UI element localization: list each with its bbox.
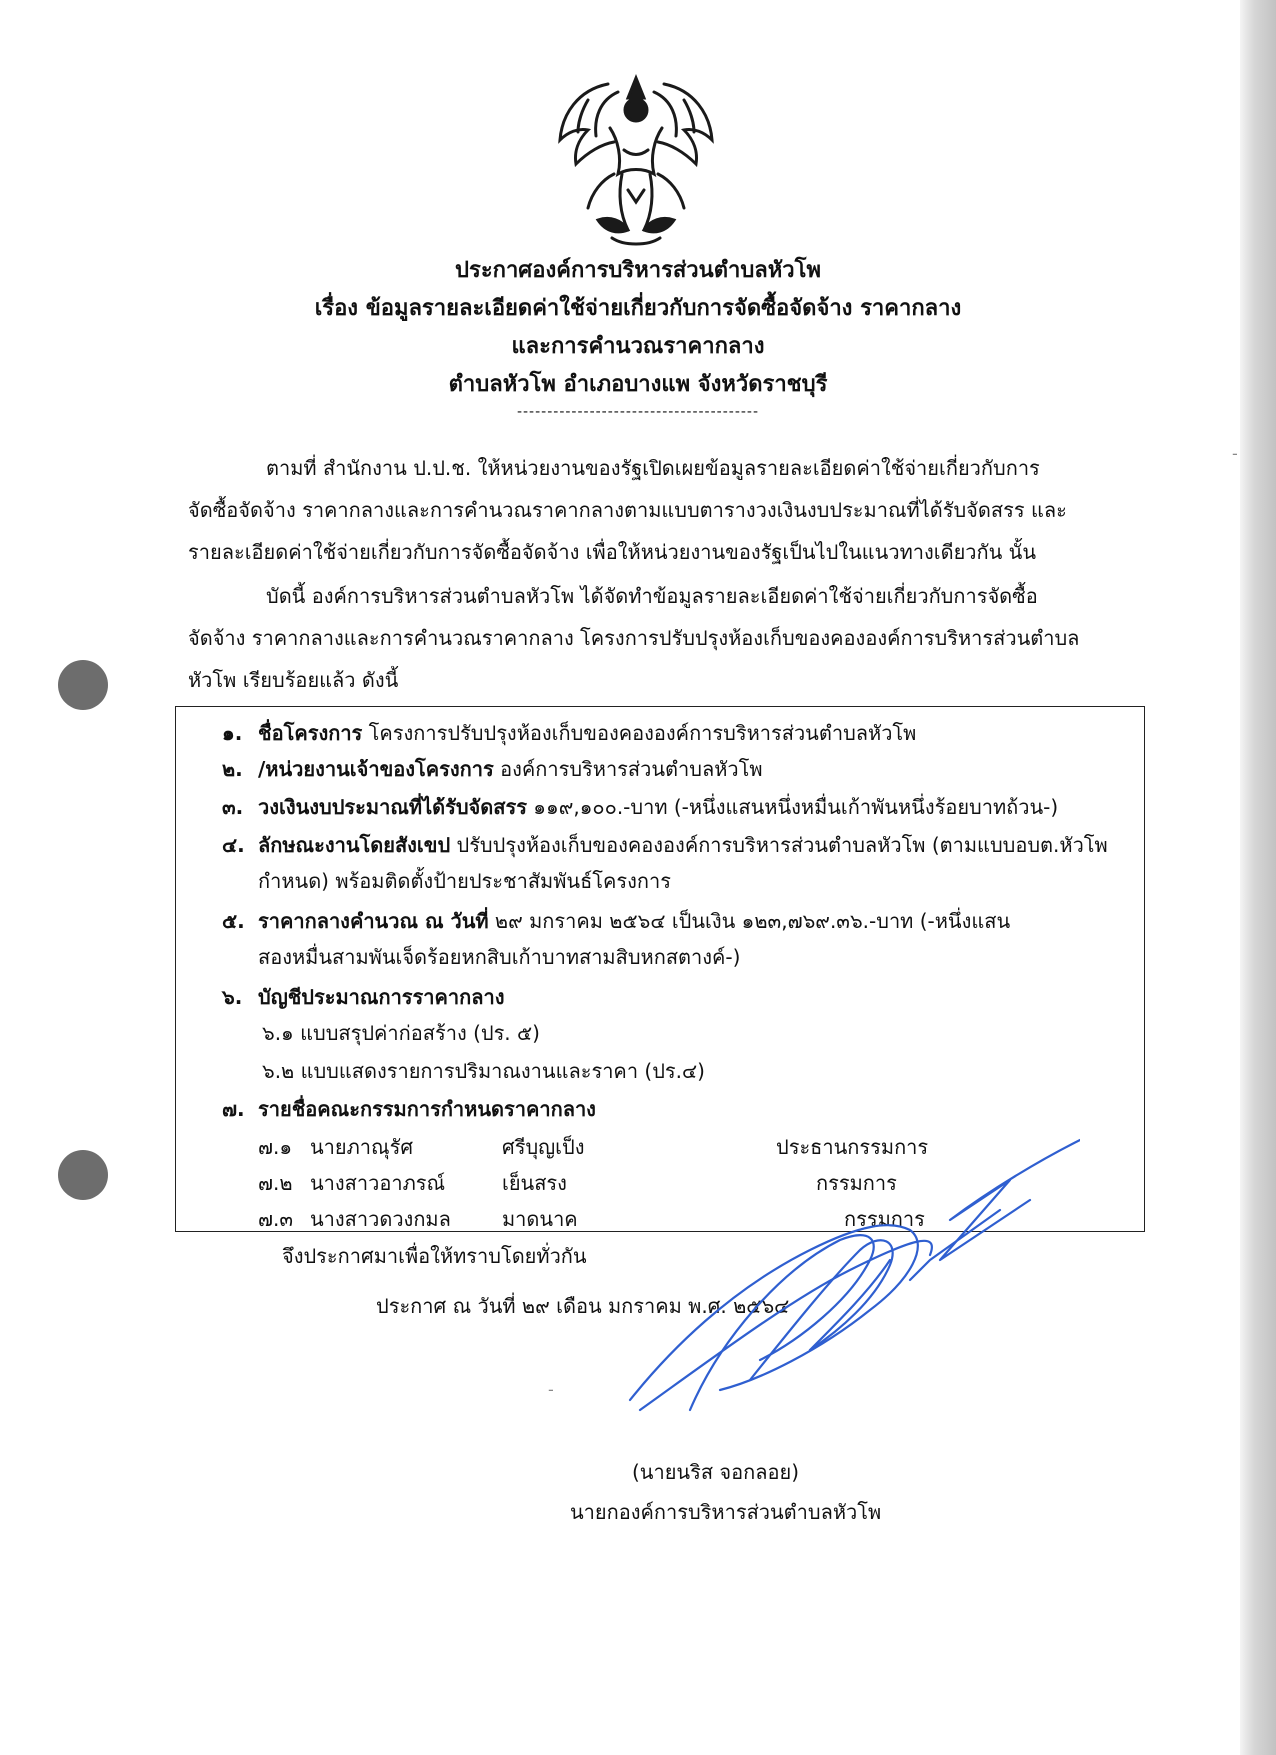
committee-3-name: นางสาวดวงกมล bbox=[310, 1207, 451, 1231]
item-1-value: โครงการปรับปรุงห้องเก็บของคององค์การบริหารส่วนตำบลหัวโพ bbox=[362, 721, 917, 745]
garuda-emblem-icon bbox=[548, 70, 724, 248]
committee-3-surname: มาดนาค bbox=[502, 1207, 578, 1231]
item-6-1: ๖.๑ แบบสรุปค่าก่อสร้าง (ปร. ๕) bbox=[262, 1021, 540, 1045]
item-2 bbox=[258, 753, 763, 785]
item-5-number: ๕. bbox=[222, 909, 245, 933]
paragraph-1-line-3: รายละเอียดค่าใช้จ่ายเกี่ยวกับการจัดซื้อจัดจ้าง เพื่อให้หน่วยงานของรัฐเป็นไปในแนวทางเดียวกัน นั้น bbox=[188, 540, 1037, 564]
item-5-continuation: สองหมื่นสามพันเจ็ดร้อยหกสิบเก้าบาทสามสิบหกสตางค์-) bbox=[258, 945, 741, 969]
committee-1-surname: ศรีบุญเป็ง bbox=[502, 1135, 585, 1159]
item-4-number: ๔. bbox=[222, 833, 245, 857]
item-3-number: ๓. bbox=[222, 795, 244, 819]
paragraph-2-line-1: บัดนี้ องค์การบริหารส่วนตำบลหัวโพ ได้จัดทำข้อมูลรายละเอียดค่าใช้จ่ายเกี่ยวกับการจัดซื้อ bbox=[266, 584, 1038, 608]
handwritten-signature bbox=[610, 1110, 1080, 1430]
signatory-title: นายกองค์การบริหารส่วนตำบลหัวโพ bbox=[570, 1500, 882, 1524]
paragraph-2-line-2: จัดจ้าง ราคากลางและการคำนวณราคากลาง โครงการปรับปรุงห้องเก็บของคององค์การบริหารส่วนตำบล bbox=[188, 626, 1080, 650]
heading-divider: ---------------------------------------- bbox=[516, 404, 760, 420]
committee-2-role: กรรมการ bbox=[816, 1171, 897, 1195]
location-line: ตำบลหัวโพ อำเภอบางแพ จังหวัดราชบุรี bbox=[448, 372, 828, 397]
item-1-number: ๑. bbox=[222, 721, 243, 745]
scan-mark-2: - bbox=[548, 1380, 554, 1399]
subject-line: เรื่อง ข้อมูลรายละเอียดค่าใช้จ่ายเกี่ยวกับการจัดซื้อจัดจ้าง ราคากลาง bbox=[314, 296, 962, 321]
item-6-label: บัญชีประมาณการราคากลาง bbox=[258, 985, 505, 1009]
item-7-number: ๗. bbox=[222, 1097, 245, 1121]
item-6-2: ๖.๒ แบบแสดงรายการปริมาณงานและราคา (ปร.๔) bbox=[262, 1059, 705, 1083]
paragraph-1-line-2: จัดซื้อจัดจ้าง ราคากลางและการคำนวณราคากลางตามแบบตารางวงเงินงบประมาณที่ได้รับจัดสรร และ bbox=[188, 498, 1067, 522]
item-4-label: ลักษณะงานโดยสังเขป bbox=[258, 833, 451, 857]
item-2-label: /หน่วยงานเจ้าของโครงการ bbox=[258, 757, 494, 781]
committee-3-no: ๗.๓ bbox=[258, 1207, 294, 1231]
punch-hole-upper bbox=[58, 660, 108, 710]
item-7-label: รายชื่อคณะกรรมการกำหนดราคากลาง bbox=[258, 1097, 596, 1121]
item-5-value: ๒๙ มกราคม ๒๕๖๔ เป็นเงิน ๑๒๓,๗๖๙.๓๖.-บาท (-หนึ่งแสน bbox=[488, 909, 1011, 933]
scan-mark: - bbox=[1232, 444, 1238, 463]
item-3 bbox=[258, 791, 1058, 823]
committee-2-no: ๗.๒ bbox=[258, 1171, 293, 1195]
punch-hole-lower bbox=[58, 1150, 108, 1200]
item-4-continuation: กำหนด) พร้อมติดตั้งป้ายประชาสัมพันธ์โครงการ bbox=[258, 869, 671, 893]
paragraph-2-line-3: หัวโพ เรียบร้อยแล้ว ดังนี้ bbox=[188, 668, 399, 692]
announcement-date: ประกาศ ณ วันที่ ๒๙ เดือน มกราคม พ.ศ. ๒๕๖๔ bbox=[376, 1294, 790, 1318]
item-2-value: องค์การบริหารส่วนตำบลหัวโพ bbox=[493, 757, 763, 781]
item-4 bbox=[258, 829, 1108, 861]
announcement-line: จึงประกาศมาเพื่อให้ทราบโดยทั่วกัน bbox=[282, 1244, 587, 1268]
item-2-number: ๒. bbox=[222, 757, 243, 781]
committee-3-role: กรรมการ bbox=[844, 1207, 925, 1231]
item-3-value: ๑๑๙,๑๐๐.-บาท (-หนึ่งแสนหนึ่งหมื่นเก้าพันหนึ่งร้อยบาทถ้วน-) bbox=[526, 795, 1059, 819]
item-4-value: ปรับปรุงห้องเก็บของคององค์การบริหารส่วนตำบลหัวโพ (ตามแบบอบต.หัวโพ bbox=[450, 833, 1108, 857]
subject-line-2: และการคำนวณราคากลาง bbox=[511, 334, 765, 359]
paragraph-1-line-1: ตามที่ สำนักงาน ป.ป.ช. ให้หน่วยงานของรัฐเปิดเผยข้อมูลรายละเอียดค่าใช้จ่ายเกี่ยวกับการ bbox=[266, 456, 1040, 480]
committee-2-surname: เย็นสรง bbox=[502, 1171, 567, 1195]
title-line-1: ประกาศองค์การบริหารส่วนตำบลหัวโพ bbox=[455, 258, 821, 283]
committee-1-role: ประธานกรรมการ bbox=[776, 1135, 929, 1159]
signatory-name: (นายนริส จอกลอย) bbox=[632, 1460, 800, 1484]
item-6-number: ๖. bbox=[222, 985, 243, 1009]
item-1-label: ชื่อโครงการ bbox=[258, 721, 363, 745]
committee-2-name: นางสาวอาภรณ์ bbox=[310, 1171, 446, 1195]
committee-1-no: ๗.๑ bbox=[258, 1135, 293, 1159]
item-1 bbox=[258, 717, 916, 749]
item-3-label: วงเงินงบประมาณที่ได้รับจัดสรร bbox=[258, 795, 527, 819]
item-5-label: ราคากลางคำนวณ ณ วันที่ bbox=[258, 909, 489, 933]
item-5 bbox=[258, 905, 1010, 937]
committee-1-name: นายภาณุรัศ bbox=[310, 1135, 414, 1159]
